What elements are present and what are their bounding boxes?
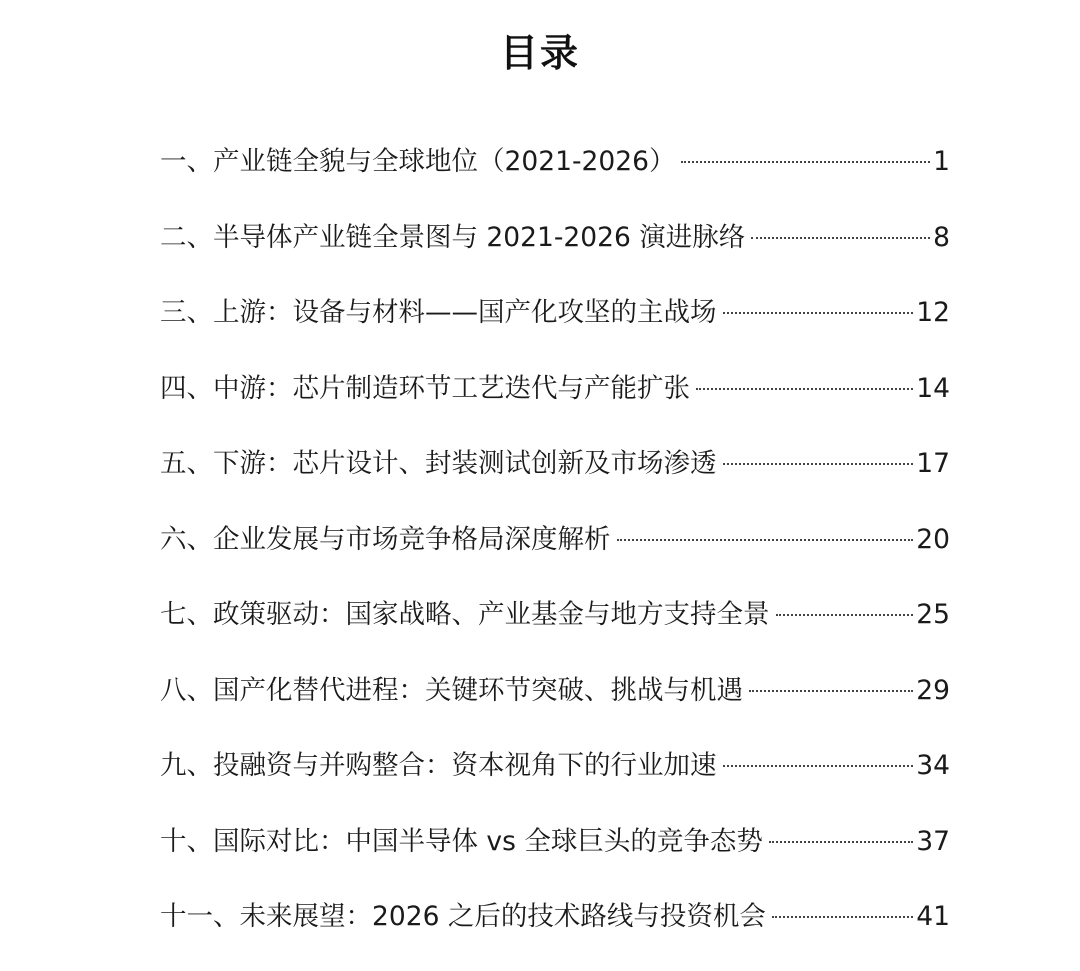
toc-entry[interactable] bbox=[160, 291, 950, 367]
toc-entry[interactable] bbox=[160, 442, 950, 518]
toc-entry[interactable] bbox=[160, 216, 950, 292]
toc-page-number: 12 bbox=[916, 297, 950, 328]
dot-leader bbox=[776, 614, 914, 616]
toc-entry-title: 三、上游：设备与材料——国产化攻坚的主战场 bbox=[160, 297, 717, 328]
toc-page-number: 20 bbox=[916, 523, 950, 555]
dot-leader bbox=[723, 312, 914, 314]
toc-entry-title: 四、中游：芯片制造环节工艺迭代与产能扩张 bbox=[160, 372, 690, 404]
toc-entry[interactable] bbox=[160, 140, 950, 216]
toc-entry-title: 二、半导体产业链全景图与 2021-2026 演进脉络 bbox=[160, 221, 746, 253]
dot-leader bbox=[681, 161, 930, 163]
dot-leader bbox=[617, 539, 914, 541]
toc-entry-title: 九、投融资与并购整合：资本视角下的行业加速 bbox=[160, 750, 717, 781]
toc-page-number: 34 bbox=[916, 750, 950, 781]
toc-page-number: 29 bbox=[916, 674, 950, 706]
toc-entry[interactable] bbox=[160, 518, 950, 594]
toc-list bbox=[160, 140, 950, 971]
dot-leader bbox=[751, 237, 930, 239]
dot-leader bbox=[772, 916, 913, 918]
toc-page-number: 37 bbox=[916, 825, 950, 857]
dot-leader bbox=[696, 388, 913, 390]
toc-page-number: 1 bbox=[933, 146, 950, 177]
toc-page-number: 41 bbox=[916, 901, 950, 932]
toc-entry-title: 八、国产化替代进程：关键环节突破、挑战与机遇 bbox=[160, 674, 743, 706]
toc-entry[interactable] bbox=[160, 820, 950, 896]
toc-entry-title: 十一、未来展望：2026 之后的技术路线与投资机会 bbox=[160, 901, 766, 932]
toc-entry-title: 一、产业链全貌与全球地位（2021-2026） bbox=[160, 146, 676, 177]
toc-page-number: 25 bbox=[916, 599, 950, 630]
toc-page-number: 14 bbox=[916, 372, 950, 404]
toc-entry-title: 十、国际对比：中国半导体 vs 全球巨头的竞争态势 bbox=[160, 825, 763, 857]
toc-page-number: 8 bbox=[933, 221, 950, 253]
dot-leader bbox=[769, 841, 913, 843]
page-title: 目录 bbox=[499, 31, 580, 75]
dot-leader bbox=[723, 463, 914, 465]
toc-entry[interactable] bbox=[160, 367, 950, 443]
toc-entry[interactable] bbox=[160, 895, 950, 971]
toc-entry-title: 五、下游：芯片设计、封装测试创新及市场渗透 bbox=[160, 448, 717, 479]
toc-entry[interactable] bbox=[160, 593, 950, 669]
toc-entry-title: 七、政策驱动：国家战略、产业基金与地方支持全景 bbox=[160, 599, 770, 630]
dot-leader bbox=[723, 765, 914, 767]
toc-entry[interactable] bbox=[160, 744, 950, 820]
dot-leader bbox=[749, 690, 913, 692]
toc-entry[interactable] bbox=[160, 669, 950, 745]
toc-page-number: 17 bbox=[916, 448, 950, 479]
toc-entry-title: 六、企业发展与市场竞争格局深度解析 bbox=[160, 523, 611, 555]
